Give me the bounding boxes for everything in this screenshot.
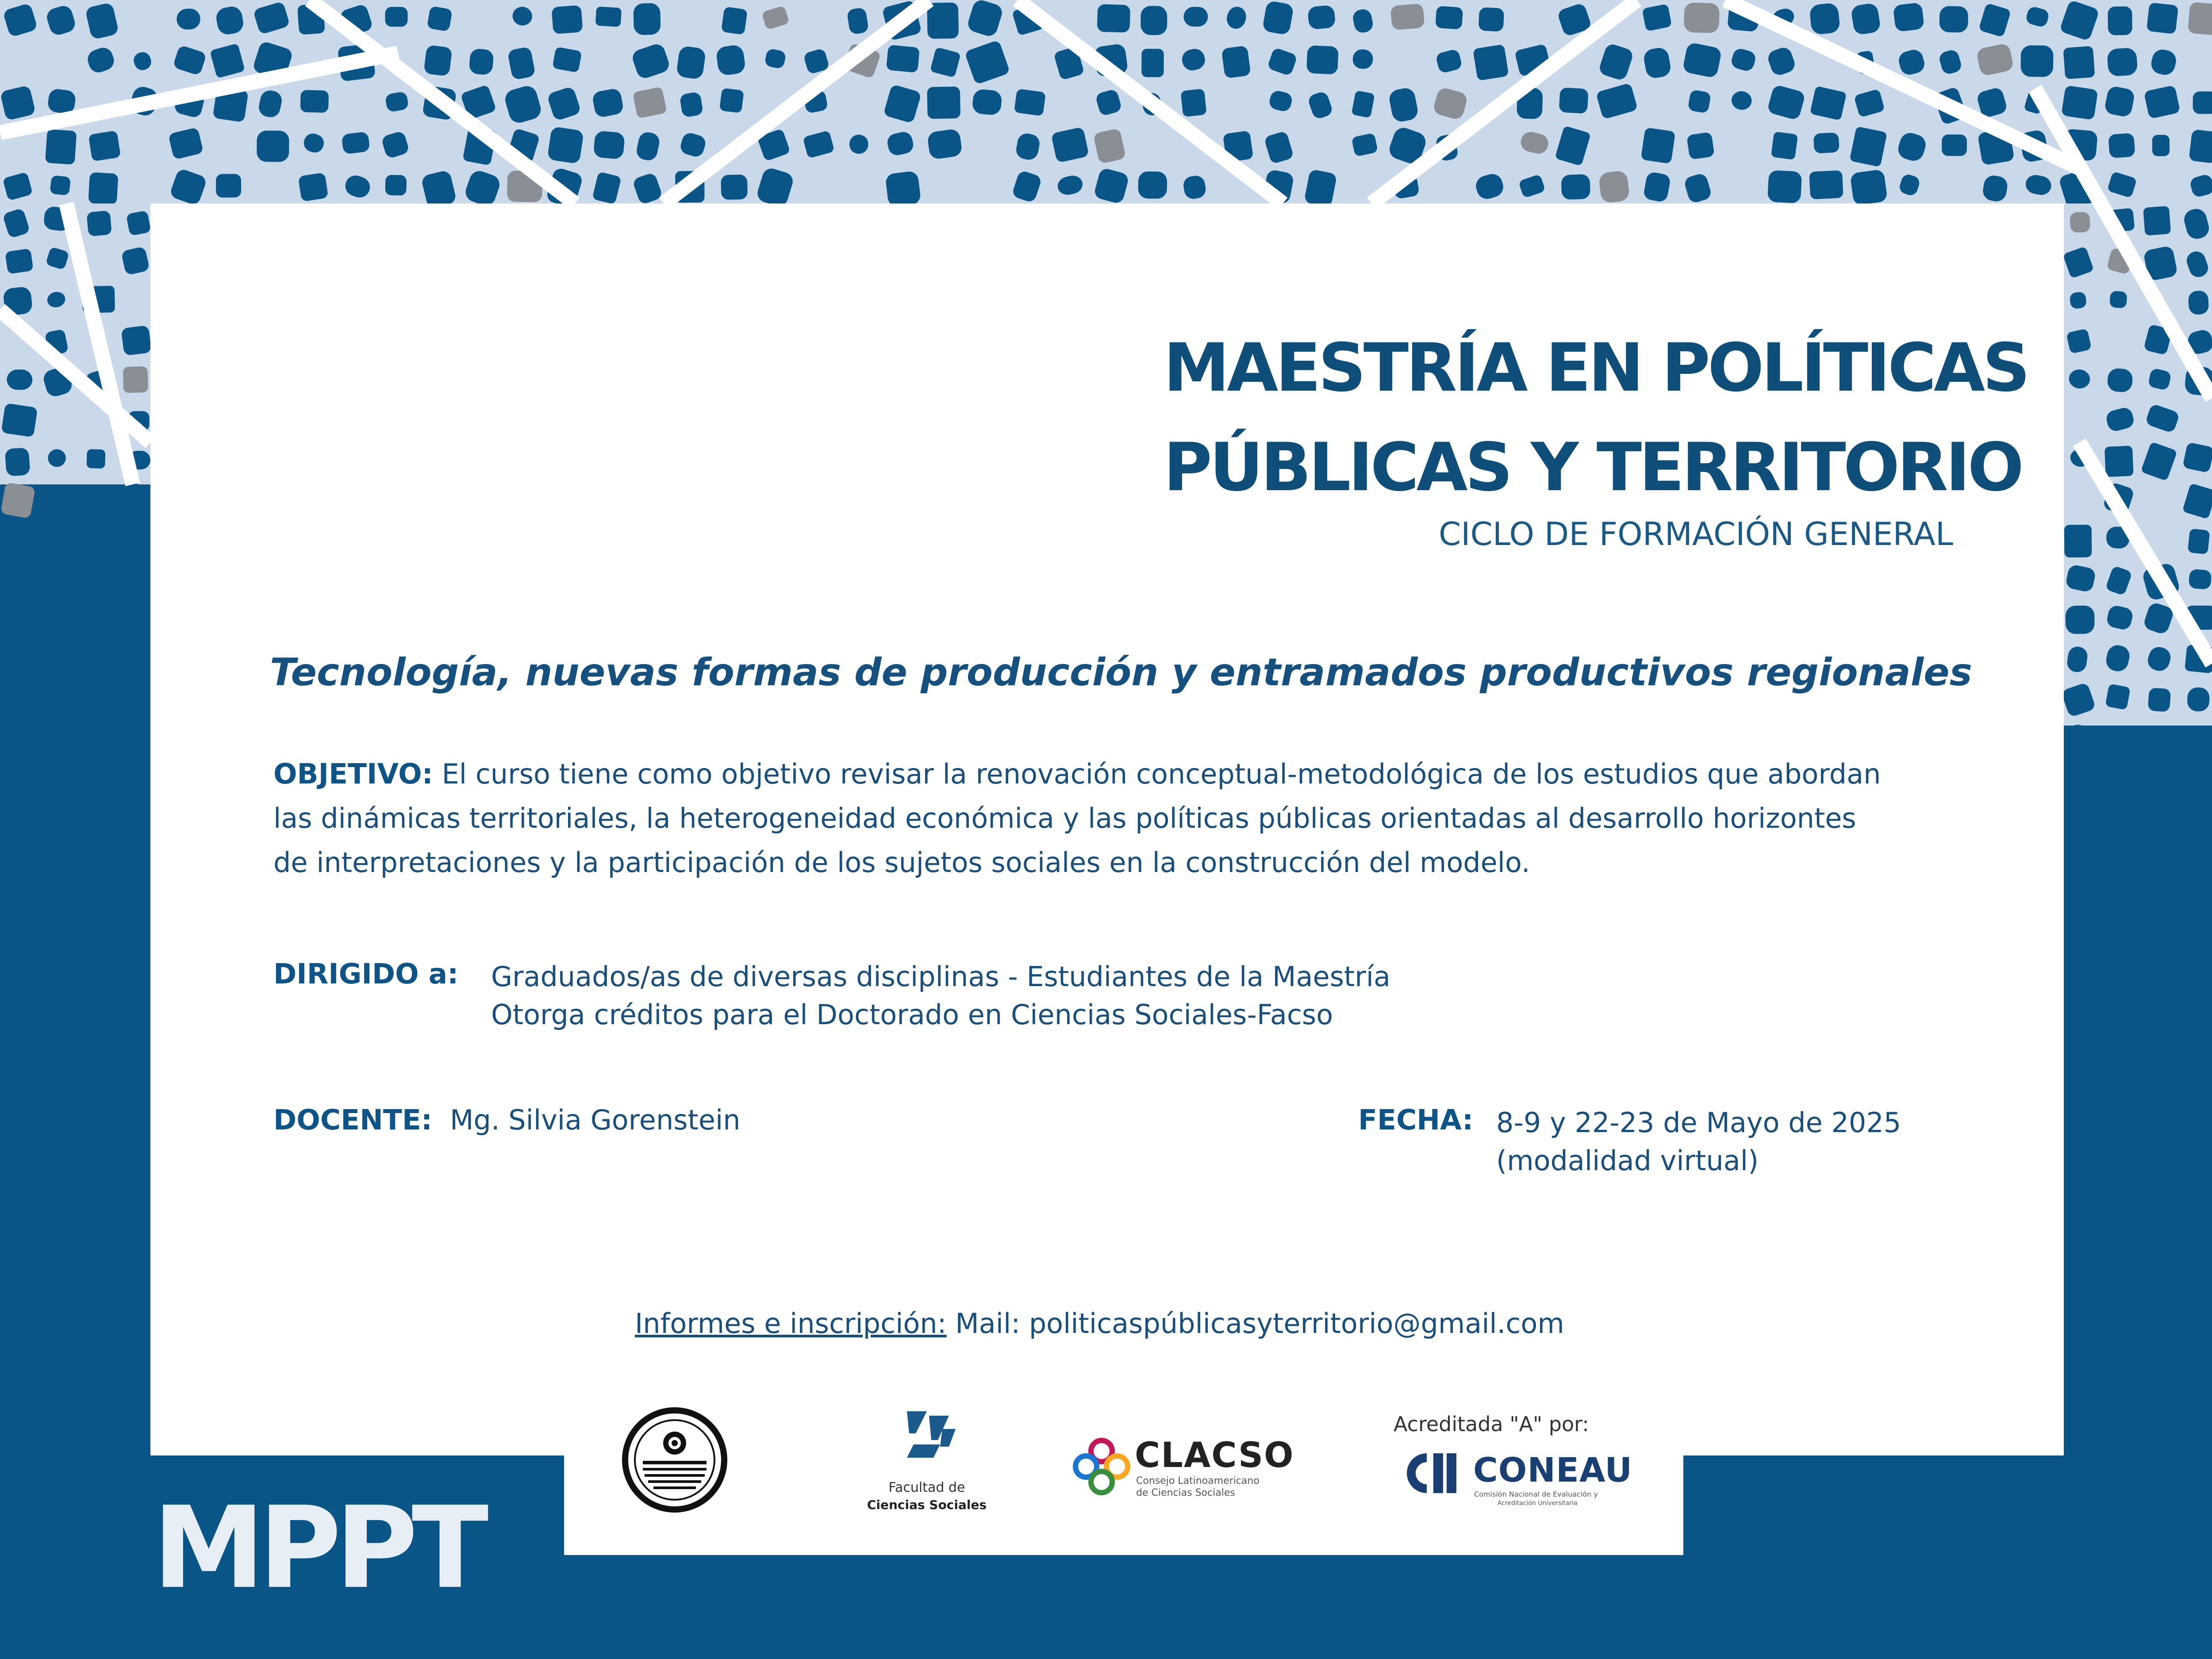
mppt-logo-text: MPPT xyxy=(153,1482,483,1614)
program-subtitle: CICLO DE FORMACIÓN GENERAL xyxy=(1439,515,1953,553)
coneau-mark-icon xyxy=(1389,1449,1464,1498)
coneau-logo xyxy=(1389,1412,1637,1513)
program-title-line-2: PÚBLICAS Y TERRITORIO xyxy=(1164,429,2021,506)
facso-caption-line-1: Facultad de xyxy=(888,1480,965,1495)
audience-line-2: Otorga créditos para el Doctorado en Ciencias Sociales-Facso xyxy=(491,998,1333,1031)
facso-logo xyxy=(854,1402,1000,1517)
coneau-caption-line-2: Acreditación Universitaria xyxy=(1498,1500,1578,1507)
facso-emblem-icon xyxy=(854,1402,1000,1478)
facso-caption-line-2: Ciencias Sociales xyxy=(867,1498,987,1512)
mppt-logo xyxy=(153,1482,483,1614)
teacher-name: Mg. Silvia Gorenstein xyxy=(450,1104,741,1136)
clacso-name: CLACSO xyxy=(1135,1436,1294,1475)
clacso-caption-line-2: de Ciencias Sociales xyxy=(1136,1487,1235,1498)
audience-text xyxy=(491,958,1390,1034)
date-line-1: 8-9 y 22-23 de Mayo de 2025 xyxy=(1496,1106,1901,1139)
date-text xyxy=(1496,1104,1901,1180)
clacso-knot-icon xyxy=(1071,1436,1133,1498)
objective-text-line-1: El curso tiene como objetivo revisar la renovación conceptual-metodológica de los estudios que abordan xyxy=(442,758,1881,790)
contact-info xyxy=(635,1307,1564,1340)
program-title xyxy=(1164,319,2028,518)
clacso-logo xyxy=(1071,1433,1301,1500)
contact-email[interactable]: Mail: politicaspúblicasyterritorio@gmail.com xyxy=(955,1307,1564,1340)
blue-band-bottom-right xyxy=(1681,1451,2212,1659)
date-line-2: (modalidad virtual) xyxy=(1496,1144,1759,1177)
university-seal-logo xyxy=(622,1407,728,1513)
coneau-caption: Acreditada "A" por: xyxy=(1394,1412,1589,1436)
coneau-caption-line-1: Comisión Nacional de Evaluación y xyxy=(1474,1490,1598,1498)
coneau-name: CONEAU xyxy=(1473,1450,1633,1490)
contact-link[interactable]: Informes e inscripción: xyxy=(635,1307,947,1340)
audience-label: DIRIGIDO a: xyxy=(273,958,459,990)
teacher-label: DOCENTE: xyxy=(273,1104,433,1136)
date-label: FECHA: xyxy=(1358,1104,1474,1136)
objective-text-line-2: las dinámicas territoriales, la heterogeneidad económica y las políticas públicas orientadas al desarrollo horizontes xyxy=(273,802,1856,834)
clacso-caption-line-1: Consejo Latinoamericano xyxy=(1136,1475,1260,1486)
program-title-line-1: MAESTRÍA EN POLÍTICAS xyxy=(1164,330,2028,407)
objective-label: OBJETIVO: xyxy=(273,758,433,790)
audience-line-1: Graduados/as de diversas disciplinas - Estudiantes de la Maestría xyxy=(491,960,1390,993)
objective-text-line-3: de interpretaciones y la participación de los sujetos sociales en la construcción del modelo. xyxy=(273,846,1530,879)
course-title: Tecnología, nuevas formas de producción y entramados productivos regionales xyxy=(270,650,1972,695)
objective-section xyxy=(273,752,1990,885)
